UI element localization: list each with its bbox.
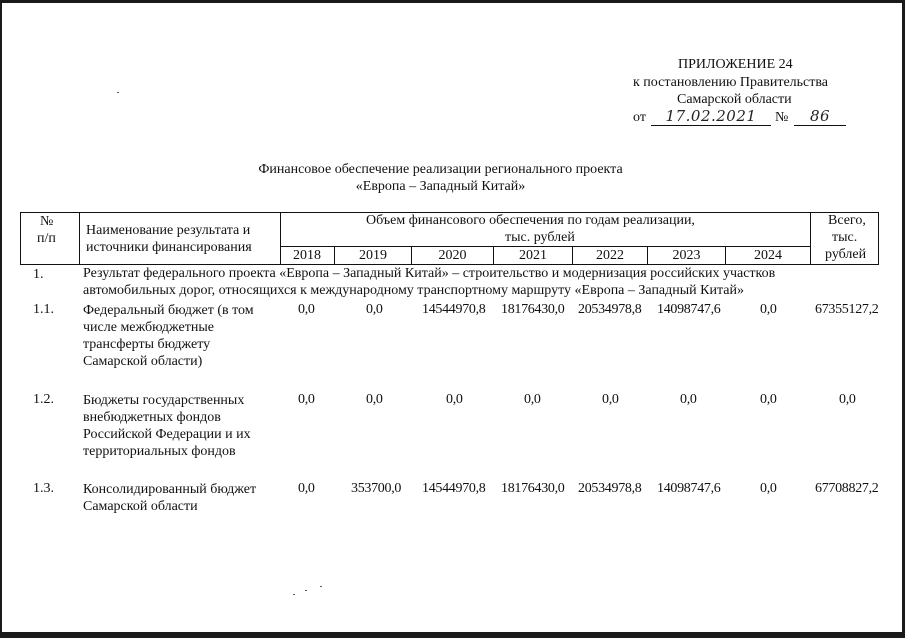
header-volume: Объем финансового обеспечения по годам реализации, bbox=[366, 213, 695, 228]
value-2021: 0,0 bbox=[524, 392, 541, 407]
value-2021: 18176430,0 bbox=[501, 302, 565, 317]
appendix-resolution: к постановлению Правительства bbox=[633, 75, 829, 90]
header-total-unit2: рублей bbox=[825, 247, 867, 262]
value-2023: 14098747,6 bbox=[657, 481, 721, 496]
header-total: Всего, bbox=[828, 213, 866, 228]
year-header-2022: 2022 bbox=[573, 247, 648, 264]
year-header-2019: 2019 bbox=[335, 247, 412, 264]
value-2018: 0,0 bbox=[298, 302, 315, 317]
value-2024: 0,0 bbox=[760, 392, 777, 407]
value-2023: 14098747,6 bbox=[657, 302, 721, 317]
value-2022: 20534978,8 bbox=[578, 302, 642, 317]
value-total: 0,0 bbox=[839, 392, 856, 407]
handwritten-date: 17.02.2021 bbox=[651, 107, 771, 126]
value-2022: 20534978,8 bbox=[578, 481, 642, 496]
header-divider bbox=[810, 212, 811, 265]
value-2020: 0,0 bbox=[446, 392, 463, 407]
header-divider bbox=[79, 212, 80, 265]
header-no-sub: п/п bbox=[37, 231, 56, 246]
year-header-2018: 2018 bbox=[280, 247, 335, 264]
value-2018: 0,0 bbox=[298, 392, 315, 407]
scan-border-top bbox=[0, 0, 905, 3]
value-total: 67708827,2 bbox=[815, 481, 879, 496]
scan-speck bbox=[293, 594, 295, 595]
header-name: Наименование результата и bbox=[86, 223, 251, 238]
row-number: 1.3. bbox=[33, 481, 54, 496]
value-2018: 0,0 bbox=[298, 481, 315, 496]
year-header-2024: 2024 bbox=[754, 248, 782, 263]
number-prefix: № bbox=[775, 110, 789, 125]
handwritten-number: 86 bbox=[794, 107, 846, 126]
value-2019: 0,0 bbox=[366, 302, 383, 317]
row-name: Консолидированный бюджет Самарской области bbox=[83, 482, 257, 514]
scan-border-left bbox=[0, 0, 2, 638]
row-name: Бюджеты государственных внебюджетных фондов Российской Федерации и их территориальных фондов bbox=[83, 393, 251, 459]
header-no: № bbox=[40, 214, 54, 229]
scan-speck bbox=[117, 92, 119, 93]
year-header-2020: 2020 bbox=[412, 247, 494, 264]
row-name: Федеральный бюджет (в том числе межбюджетные трансферты бюджету Самарской области) bbox=[83, 303, 254, 369]
year-header-2021: 2021 bbox=[494, 247, 573, 264]
value-2021: 18176430,0 bbox=[501, 481, 565, 496]
value-2019: 353700,0 bbox=[351, 481, 402, 496]
row-number: 1.1. bbox=[33, 302, 54, 317]
value-2022: 0,0 bbox=[602, 392, 619, 407]
row-number: 1.2. bbox=[33, 392, 54, 407]
year-header-2023: 2023 bbox=[648, 247, 726, 264]
project-name: «Европа – Западный Китай» bbox=[355, 179, 526, 194]
appendix-title: ПРИЛОЖЕНИЕ 24 bbox=[678, 57, 793, 72]
value-2023: 0,0 bbox=[680, 392, 697, 407]
scan-border-bottom bbox=[0, 632, 905, 638]
document-title: Финансовое обеспечение реализации регионального проекта bbox=[258, 162, 623, 177]
header-total-unit: тыс. bbox=[832, 230, 858, 245]
section-number: 1. bbox=[33, 267, 44, 282]
date-prefix: от bbox=[633, 110, 646, 125]
appendix-region: Самарской области bbox=[677, 92, 792, 107]
scan-speck bbox=[320, 586, 322, 587]
section-text-cont: автомобильных дорог, относящихся к международному транспортному маршруту «Европа – Западный Китай» bbox=[83, 283, 744, 298]
value-total: 67355127,2 bbox=[815, 302, 879, 317]
header-volume-unit: тыс. рублей bbox=[505, 230, 575, 245]
value-2020: 14544970,8 bbox=[422, 302, 486, 317]
section-text: Результат федерального проекта «Европа – Западный Китай» – строительство и модернизация российских участков bbox=[83, 266, 776, 281]
value-2020: 14544970,8 bbox=[422, 481, 486, 496]
value-2019: 0,0 bbox=[366, 392, 383, 407]
scan-speck bbox=[305, 590, 307, 591]
value-2024: 0,0 bbox=[760, 302, 777, 317]
value-2024: 0,0 bbox=[760, 481, 777, 496]
header-name-sub: источники финансирования bbox=[86, 240, 252, 255]
